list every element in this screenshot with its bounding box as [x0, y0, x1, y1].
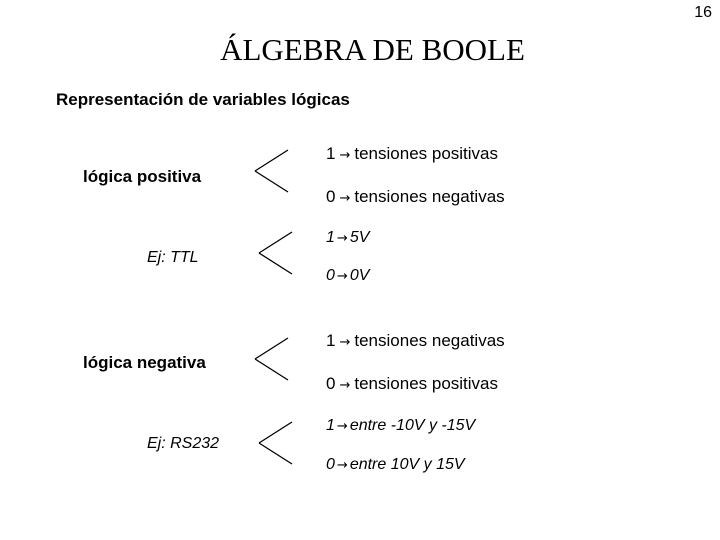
slide-title: ÁLGEBRA DE BOOLE — [220, 32, 525, 67]
branch-positive-one — [326, 144, 498, 164]
bracket-icon — [252, 148, 292, 194]
arrow-right-icon: → — [336, 419, 348, 434]
arrow-right-icon: → — [339, 335, 351, 350]
branch-text: 5V — [349, 229, 370, 246]
example-label-ttl: Ej: TTL — [147, 249, 199, 266]
arrow-right-icon: → — [339, 378, 351, 393]
branch-text: 0V — [349, 267, 370, 284]
branch-negative-zero — [326, 374, 498, 394]
bracket-icon — [252, 336, 292, 382]
branch-text: tensiones negativas — [354, 331, 505, 350]
branch-text: entre 10V y 15V — [349, 456, 465, 473]
bracket-icon — [256, 230, 296, 276]
example-label-rs232: Ej: RS232 — [147, 435, 220, 452]
arrow-right-icon: → — [336, 269, 348, 284]
branch-value: 1 — [326, 229, 335, 246]
branch-value: 1 — [326, 144, 336, 163]
group-label-negative-logic: lógica negativa — [83, 353, 206, 372]
branch-ttl-one — [326, 229, 369, 247]
group-label-positive-logic: lógica positiva — [83, 167, 202, 186]
branch-value: 0 — [326, 456, 335, 473]
branch-ttl-zero — [326, 267, 369, 285]
arrow-right-icon: → — [336, 458, 348, 473]
branch-rs232-zero — [326, 456, 465, 474]
branch-value: 0 — [326, 187, 336, 206]
arrow-right-icon: → — [339, 191, 351, 206]
branch-value: 1 — [326, 417, 335, 434]
arrow-right-icon: → — [336, 231, 348, 246]
bracket-icon — [256, 420, 296, 466]
branch-text: tensiones positivas — [354, 144, 499, 163]
page-number: 16 — [694, 4, 712, 21]
branch-negative-one — [326, 331, 505, 351]
branch-value: 1 — [326, 331, 336, 350]
branch-text: tensiones negativas — [354, 187, 505, 206]
branch-text: entre -10V y -15V — [349, 417, 476, 434]
slide-subtitle: Representación de variables lógicas — [56, 90, 350, 109]
arrow-right-icon: → — [339, 148, 351, 163]
branch-text: tensiones positivas — [354, 374, 499, 393]
branch-rs232-one — [326, 417, 475, 435]
branch-positive-zero — [326, 187, 505, 207]
branch-value: 0 — [326, 267, 335, 284]
branch-value: 0 — [326, 374, 336, 393]
